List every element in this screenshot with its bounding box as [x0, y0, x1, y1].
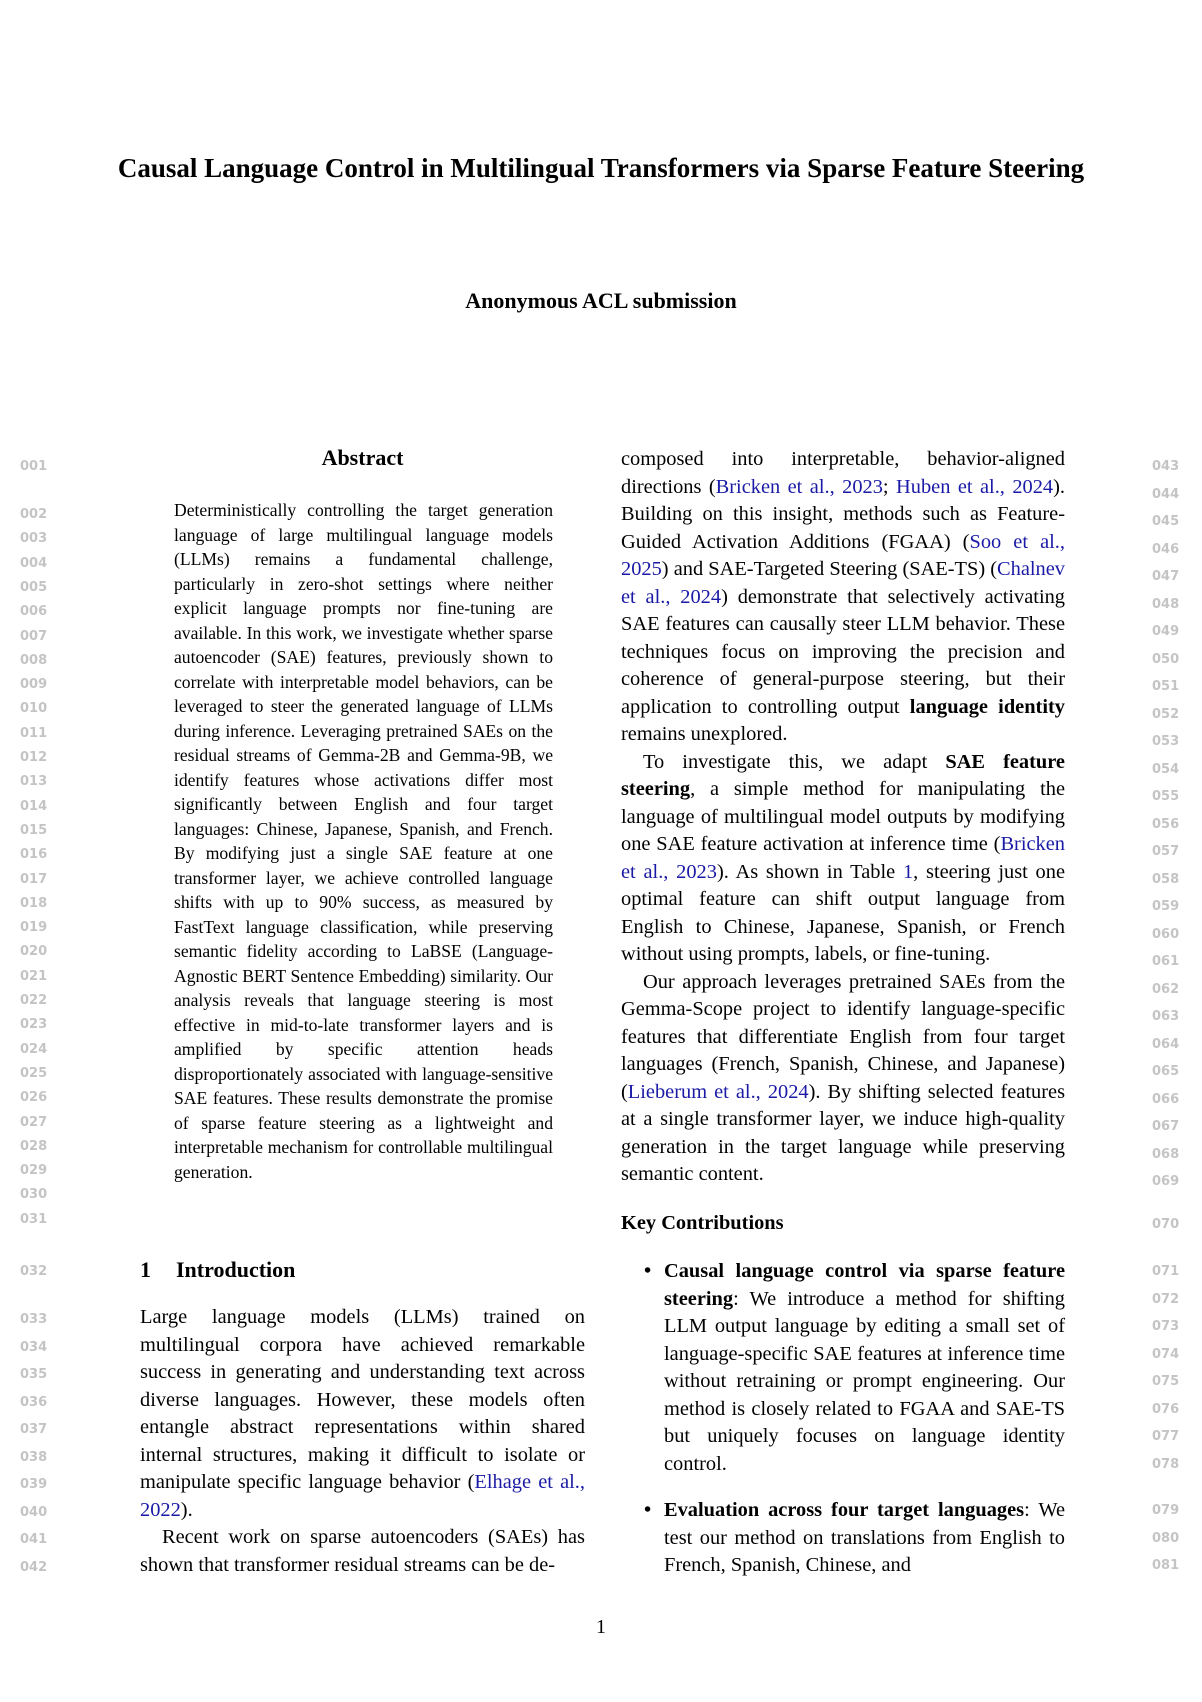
line-number: 079	[1152, 1503, 1180, 1518]
text: Our approach leverages pretrained SAEs from the Gemma-Scope project to identify language-specific features that differentiate English from four target languages (French, Spanish, Chinese, and Japanese) (	[621, 970, 1065, 1103]
line-number: 046	[1152, 541, 1180, 557]
right-paragraph-3	[621, 969, 1065, 1189]
line-number: 044	[1152, 486, 1180, 502]
author-line: Anonymous ACL submission	[465, 288, 737, 313]
line-number: 071	[1152, 1264, 1180, 1279]
line-number: 033	[20, 1312, 48, 1327]
intro-paragraph-2: Recent work on sparse autoencoders (SAEs) has shown that transformer residual streams can be de-	[140, 1526, 585, 1576]
line-number: 061	[1152, 954, 1180, 969]
line-number: 019	[20, 920, 48, 936]
line-number: 041	[20, 1532, 48, 1547]
bullet-bold: Causal language control via sparse feature steering	[664, 1260, 1065, 1310]
line-number: 070	[1152, 1217, 1180, 1232]
line-number: 027	[20, 1114, 48, 1130]
contribution-bullet-1	[644, 1258, 1065, 1478]
line-number: 012	[20, 750, 48, 765]
line-number: 029	[20, 1163, 48, 1179]
abstract-text: Deterministically controlling the target generation language of large multilingual language models (LLMs) remains a fundamental challenge, particularly in zero-shot settings where neither explicit language prompts nor fine-tuning are available. In this work, we investigate whether sparse autoencoder (SAE) features, previously shown to correlate with interpretable model behaviors, can be leveraged to steer the generated language of LLMs during inference. Leveraging pretrained SAEs on the residual streams of Gemma-2B and Gemma-9B, we identify features whose activations differ most significantly between English and four target languages: Chinese, Japanese, Spanish, and French. By modifying just a single SAE feature at one transformer layer, we achieve controlled language shifts with up to 90% success, as measured by FastText language classification, while preserving semantic fidelity according to LaBSE (Language-Agnostic BERT Sentence Embedding) similarity. Our analysis reveals that language steering is most effective in mid-to-late transformer layers and is amplified by specific attention heads disproportionately associated with language-sensitive SAE features. These results demonstrate the promise of sparse feature steering as a lightweight and interpretable mechanism for controllable multilingual generation.	[174, 500, 553, 1182]
line-number: 064	[1152, 1036, 1180, 1052]
bullet-bold: Evaluation across four target languages	[664, 1499, 1025, 1521]
bullet-body: : We introduce a method for shifting LLM output language by editing a small set of language-specific SAE features at inference time without retraining or prompt engineering. Our method is closely related to FGAA and SAE-TS but uniquely focuses on language identity control.	[664, 1287, 1065, 1475]
bullet-text	[664, 1497, 1065, 1580]
line-number: 075	[1152, 1374, 1180, 1389]
line-number: 080	[1152, 1530, 1180, 1546]
line-number: 015	[20, 822, 48, 838]
line-number: 013	[20, 774, 48, 790]
line-number: 078	[1152, 1456, 1180, 1472]
line-number: 074	[1152, 1346, 1180, 1362]
citation-link[interactable]: Bricken et al., 2023	[715, 475, 883, 498]
line-number: 069	[1152, 1174, 1180, 1189]
line-number: 021	[20, 968, 48, 984]
intro-p1-text: Large language models (LLMs) trained on multilingual corpora have achieved remarkable success in generating and understanding text across diverse languages. However, these models often entangle abstract representations within shared internal structures, making it difficult to isolate or manipulate specific language behavior (	[140, 1306, 585, 1493]
line-number: 048	[1152, 596, 1180, 612]
page-number: 1	[596, 1616, 606, 1638]
citation-link[interactable]: Chalnev et al., 2024	[621, 558, 1065, 608]
line-number: 028	[20, 1138, 48, 1154]
line-number: 062	[1152, 981, 1180, 997]
line-number: 001	[20, 459, 48, 474]
line-number: 054	[1152, 761, 1180, 777]
line-number: 077	[1152, 1429, 1180, 1444]
line-number: 056	[1152, 816, 1180, 832]
line-number: 068	[1152, 1146, 1180, 1162]
line-number: 065	[1152, 1064, 1180, 1079]
line-number: 039	[20, 1477, 48, 1492]
introduction-heading	[140, 1258, 585, 1282]
table-reference-link[interactable]: 1	[902, 860, 914, 883]
line-number: 031	[20, 1211, 48, 1227]
line-number: 052	[1152, 706, 1180, 722]
citation-link[interactable]: Soo et al., 2025	[621, 530, 1065, 580]
line-number: 034	[20, 1339, 48, 1355]
text: ). As shown in Table	[716, 860, 903, 883]
line-number: 037	[20, 1422, 48, 1437]
section-number: 1	[140, 1257, 151, 1282]
bullet-body: : We test our method on translations from English to French, Spanish, Chinese, and	[664, 1499, 1066, 1576]
line-number: 059	[1152, 899, 1180, 914]
line-number: 043	[1152, 459, 1180, 474]
text: ) demonstrate that selectively activating SAE features can causally steer LLM behavior. These techniques focus on improving the precision and coherence of general-purpose steering, but their application to controlling output	[621, 585, 1066, 718]
line-number: 073	[1152, 1319, 1180, 1334]
line-number: 014	[20, 798, 48, 814]
line-number: 049	[1152, 624, 1180, 639]
line-number: 038	[20, 1449, 48, 1465]
line-number: 045	[1152, 514, 1180, 529]
line-number: 067	[1152, 1119, 1180, 1134]
line-number: 011	[20, 725, 48, 741]
line-number: 047	[1152, 569, 1180, 584]
bold-term: SAE feature steering	[621, 750, 1065, 800]
line-number: 018	[20, 895, 48, 911]
text: composed into interpretable, behavior-aligned directions (	[621, 448, 1065, 498]
line-number: 072	[1152, 1291, 1180, 1307]
line-number: 063	[1152, 1009, 1180, 1024]
citation-link[interactable]: Elhage et al., 2022	[140, 1471, 585, 1521]
line-number: 004	[20, 555, 48, 571]
line-number: 002	[20, 507, 48, 522]
line-number: 042	[20, 1559, 48, 1575]
right-column	[621, 446, 1065, 1189]
line-number: 030	[20, 1187, 48, 1203]
text: remains unexplored.	[621, 723, 788, 745]
right-paragraph-2	[621, 749, 1065, 969]
line-number: 020	[20, 944, 48, 960]
line-number: 032	[20, 1264, 48, 1279]
line-number: 050	[1152, 651, 1180, 667]
line-number: 051	[1152, 679, 1180, 694]
key-contributions-heading: Key Contributions	[621, 1212, 784, 1234]
line-number: 066	[1152, 1091, 1180, 1107]
paper-title: Causal Language Control in Multilingual Transformers via Sparse Feature Steering	[117, 153, 1085, 183]
line-number: 025	[20, 1065, 48, 1081]
text: ) and SAE-Targeted Steering (SAE-TS) (	[661, 558, 998, 580]
text: , steering just one optimal feature can shift output language from English to Chinese, Japanese, Spanish, or French without using prompts, labels, or fine-tuning.	[621, 860, 1066, 965]
line-number: 005	[20, 579, 48, 595]
citation-link[interactable]: Lieberum et al., 2024	[627, 1080, 809, 1103]
line-number: 009	[20, 677, 48, 693]
line-number: 024	[20, 1041, 48, 1057]
line-number: 003	[20, 531, 48, 547]
line-number: 035	[20, 1367, 48, 1382]
text: To investigate this, we adapt	[643, 750, 946, 773]
citation-link[interactable]: Bricken et al., 2023	[621, 833, 1065, 883]
line-number: 008	[20, 652, 48, 668]
line-number: 010	[20, 701, 48, 717]
line-number: 023	[20, 1017, 48, 1033]
bullet-text	[664, 1258, 1065, 1478]
abstract-heading: Abstract	[321, 445, 404, 470]
line-number: 081	[1152, 1558, 1180, 1573]
line-number: 057	[1152, 844, 1180, 859]
intro-p1-end: ).	[180, 1498, 193, 1521]
line-number: 022	[20, 993, 48, 1008]
text: ;	[882, 475, 897, 498]
line-number: 036	[20, 1394, 48, 1410]
line-number: 060	[1152, 926, 1180, 942]
line-number: 040	[20, 1504, 48, 1520]
section-title: Introduction	[176, 1257, 296, 1282]
introduction-body	[140, 1304, 585, 1579]
text: , a simple method for manipulating the language of multilingual model outputs by modifying one SAE feature activation at inference time (	[621, 778, 1065, 855]
line-number: 076	[1152, 1401, 1180, 1417]
citation-link[interactable]: Huben et al., 2024	[896, 475, 1054, 498]
bullet-icon: •	[644, 1260, 652, 1282]
line-number: 016	[20, 847, 48, 863]
right-paragraph-1	[621, 446, 1065, 749]
bold-term: language identity	[909, 695, 1065, 718]
contribution-bullet-2	[644, 1497, 1065, 1580]
line-number: 058	[1152, 871, 1180, 887]
line-number: 017	[20, 871, 48, 887]
line-number: 006	[20, 604, 48, 620]
text: ). Building on this insight, methods such as Feature-Guided Activation Additions (FGAA) (	[621, 475, 1066, 553]
line-number: 053	[1152, 734, 1180, 749]
line-number: 007	[20, 628, 48, 644]
line-number: 055	[1152, 789, 1180, 804]
text: ). By shifting selected features at a single transformer layer, we induce high-quality generation in the target language while preserving semantic content.	[621, 1080, 1065, 1185]
line-number: 026	[20, 1090, 48, 1106]
bullet-icon: •	[644, 1499, 652, 1521]
intro-paragraph-1	[140, 1304, 585, 1524]
